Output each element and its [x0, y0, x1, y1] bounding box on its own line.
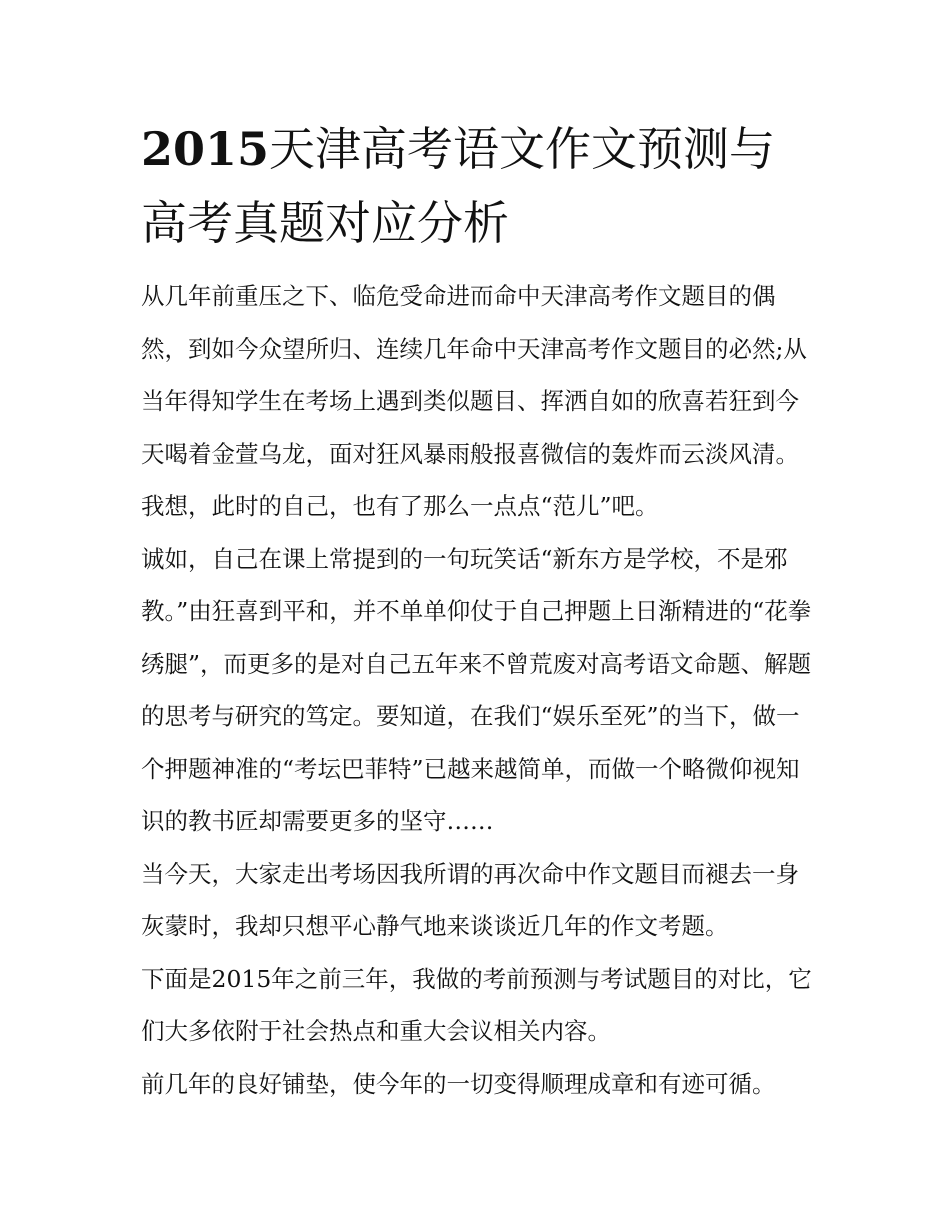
document-body	[141, 270, 821, 1110]
title-rest: 天津高考语文作文预测与高考真题对应分析	[141, 122, 776, 250]
document-title	[141, 112, 821, 260]
paragraph-3: 当今天，大家走出考场因我所谓的再次命中作文题目而褪去一身灰蒙时，我却只想平心静气地来谈谈近几年的作文考题。	[141, 859, 799, 940]
paragraph-4: 下面是2015年之前三年，我做的考前预测与考试题目的对比，它们大多依附于社会热点和重大会议相关内容。	[141, 964, 812, 1045]
paragraph-5: 前几年的良好铺垫，使今年的一切变得顺理成章和有迹可循。	[141, 1069, 776, 1098]
paragraph-2: 诚如，自己在课上常提到的一句玩笑话“新东方是学校，不是邪教。”由狂喜到平和，并不单单仰仗于自己押题上日渐精进的“花拳绣腿”，而更多的是对自己五年来不曾荒废对高考语文命题、解题的思考与研究的笃定。要知道，在我们“娱乐至死”的当下，做一个押题神准的“考坛巴菲特”已越来越简单，而做一个略微仰视知识的教书匠却需要更多的坚守……	[141, 544, 812, 835]
document-content	[141, 112, 821, 1110]
title-year: 2015	[141, 122, 270, 176]
paragraph-1: 从几年前重压之下、临危受命进而命中天津高考作文题目的偶然，到如今众望所归、连续几年命中天津高考作文题目的必然;从当年得知学生在考场上遇到类似题目、挥洒自如的欣喜若狂到今天喝着金萱乌龙，面对狂风暴雨般报喜微信的轰炸而云淡风清。我想，此时的自己，也有了那么一点点“范儿”吧。	[141, 282, 807, 520]
